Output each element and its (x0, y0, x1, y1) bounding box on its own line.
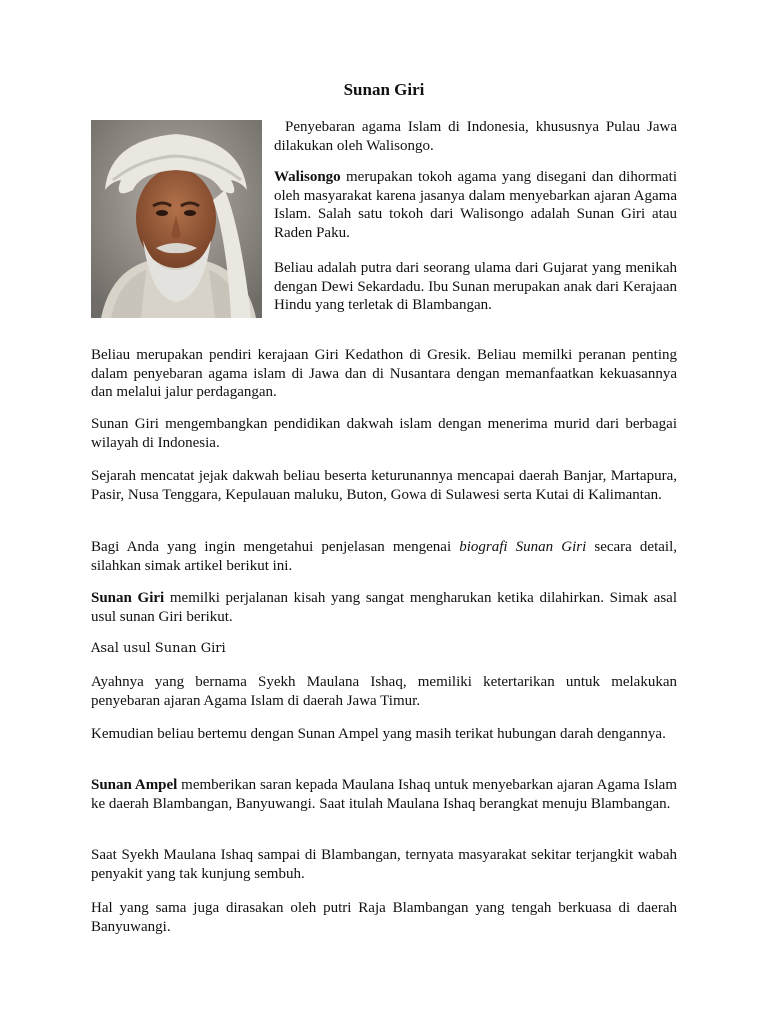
portrait-illustration (91, 120, 262, 318)
paragraph-journey: Sunan Giri memilki perjalanan kisah yang sangat mengharukan ketika dilahirkan. Simak asal usul sunan Giri berikut. (91, 590, 677, 625)
paragraph-father: Ayahnya yang bernama Syekh Maulana Ishaq, memiliki ketertarikan untuk melakukan penyebaran ajaran Agama Islam di daerah Jawa Timur. (91, 674, 677, 709)
page-title: Sunan Giri (343, 80, 425, 99)
paragraph-intro: Penyebaran agama Islam di Indonesia, khususnya Pulau Jawa dilakukan oleh Walisongo. (274, 119, 677, 154)
portrait-image (91, 120, 262, 318)
section-subheading: Asal usul Sunan Giri (91, 641, 226, 656)
paragraph-parents: Beliau adalah putra dari seorang ulama dari Gujarat yang menikah dengan Dewi Sekardadu. Ibu Sunan merupakan anak dari Kerajaan Hindu yang terletak di Blambangan. (274, 260, 677, 313)
paragraph-education: Sunan Giri mengembangkan pendidikan dakwah islam dengan menerima murid dari berbagai wilayah di Indonesia. (91, 416, 677, 451)
paragraph-princess: Hal yang sama juga dirasakan oleh putri Raja Blambangan yang tengah berkuasa di daerah Banyuwangi. (91, 900, 677, 935)
paragraph-meeting: Kemudian beliau bertemu dengan Sunan Ampel yang masih terikat hubungan darah dengannya. (91, 726, 666, 742)
paragraph-history: Sejarah mencatat jejak dakwah beliau beserta keturunannya mencapai daerah Banjar, Martapura, Pasir, Nusa Tenggara, Kepulauan maluku, Buton, Gowa di Sulawesi serta Kutai di Kalimantan. (91, 468, 677, 503)
paragraph-walisongo: Walisongo merupakan tokoh agama yang disegani dan dihormati oleh masyarakat karena jasanya dalam menyebarkan ajaran Agama Islam. Salah satu tokoh dari Walisongo adalah Sunan Giri atau Raden Paku. (274, 169, 677, 241)
bold-term: Walisongo (274, 169, 341, 185)
paragraph-ampel: Sunan Ampel memberikan saran kepada Maulana Ishaq untuk menyebarkan ajaran Agama Islam ke daerah Blambangan, Banyuwangi. Saat itulah Maulana Ishaq berangkat menuju Blambangan. (91, 777, 677, 812)
bold-term: Sunan Ampel (91, 777, 178, 793)
paragraph-outbreak: Saat Syekh Maulana Ishaq sampai di Blambangan, ternyata masyarakat sekitar terjangkit wabah penyakit yang tak kunjung sembuh. (91, 847, 677, 882)
paragraph-kedathon: Beliau merupakan pendiri kerajaan Giri Kedathon di Gresik. Beliau memilki peranan penting dalam penyebaran agama islam di Jawa dan di Nusantara dengan memanfaatkan kekuasannya dan melalui jalur perdagangan. (91, 347, 677, 400)
bold-term: Sunan Giri (91, 590, 165, 606)
paragraph-biography-link: Bagi Anda yang ingin mengetahui penjelasan mengenai biografi Sunan Giri secara detail, silahkan simak artikel berikut ini. (91, 539, 677, 574)
biography-link[interactable]: biografi Sunan Giri (459, 539, 587, 555)
